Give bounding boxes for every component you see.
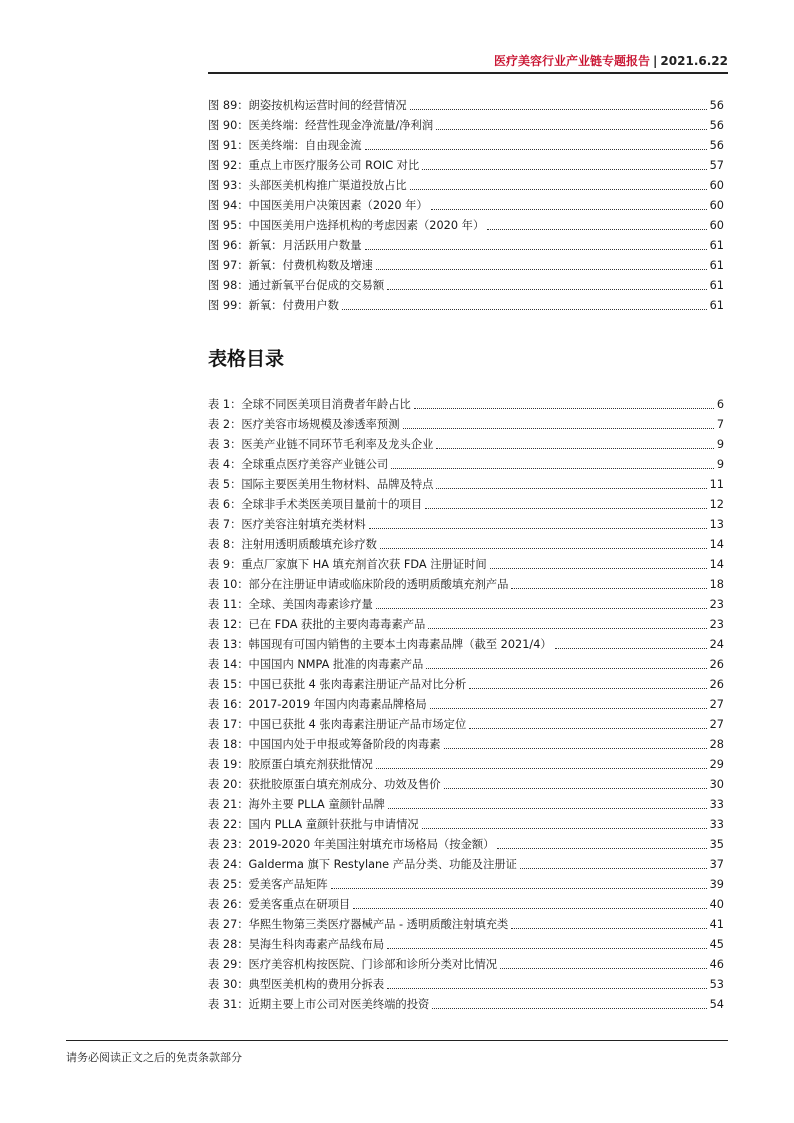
report-header bbox=[208, 52, 728, 69]
figure-entry-label: 图 96：新氧：月活跃用户数量 bbox=[208, 239, 362, 252]
figure-toc-entry[interactable] bbox=[208, 156, 724, 176]
dot-leader bbox=[387, 947, 707, 949]
table-entry-page-number: 40 bbox=[709, 898, 724, 911]
table-entry-page-number: 53 bbox=[709, 978, 724, 991]
dot-leader bbox=[353, 907, 706, 909]
dot-leader bbox=[487, 228, 706, 230]
figure-toc-entry[interactable] bbox=[208, 116, 724, 136]
dot-leader bbox=[376, 607, 707, 609]
table-entry-label: 表 25：爱美客产品矩阵 bbox=[208, 878, 328, 891]
figure-entry-page-number: 60 bbox=[709, 219, 724, 232]
dot-leader bbox=[431, 208, 707, 210]
table-entry-label: 表 31：近期主要上市公司对医美终端的投资 bbox=[208, 998, 430, 1011]
figure-entry-page-number: 56 bbox=[709, 99, 724, 112]
table-toc-entry[interactable] bbox=[208, 895, 724, 915]
table-entry-page-number: 7 bbox=[716, 418, 724, 431]
table-entry-page-number: 27 bbox=[709, 718, 724, 731]
dot-leader bbox=[365, 248, 707, 250]
figure-entry-page-number: 61 bbox=[709, 259, 724, 272]
table-entry-label: 表 15：中国已获批 4 张肉毒素注册证产品对比分析 bbox=[208, 678, 467, 691]
figure-entry-page-number: 56 bbox=[709, 139, 724, 152]
dot-leader bbox=[376, 268, 707, 270]
table-entry-label: 表 27：华熙生物第三类医疗器械产品 - 透明质酸注射填充类 bbox=[208, 918, 509, 931]
table-entry-page-number: 33 bbox=[709, 818, 724, 831]
table-entry-label: 表 11：全球、美国肉毒素诊疗量 bbox=[208, 598, 373, 611]
figure-toc-entry[interactable] bbox=[208, 96, 724, 116]
table-entry-page-number: 9 bbox=[716, 458, 724, 471]
dot-leader bbox=[555, 647, 707, 649]
table-entry-page-number: 23 bbox=[709, 618, 724, 631]
table-toc-entry[interactable] bbox=[208, 735, 724, 755]
figure-toc-entry[interactable] bbox=[208, 216, 724, 236]
table-entry-page-number: 24 bbox=[709, 638, 724, 651]
dot-leader bbox=[436, 487, 706, 489]
dot-leader bbox=[410, 108, 707, 110]
dot-leader bbox=[422, 168, 706, 170]
figure-entry-page-number: 61 bbox=[709, 239, 724, 252]
table-entry-page-number: 33 bbox=[709, 798, 724, 811]
figure-entry-label: 图 98：通过新氧平台促成的交易额 bbox=[208, 279, 385, 292]
table-entry-label: 表 26：爱美客重点在研项目 bbox=[208, 898, 351, 911]
figure-entry-page-number: 56 bbox=[709, 119, 724, 132]
dot-leader bbox=[387, 987, 707, 989]
figure-list bbox=[208, 96, 724, 316]
table-entry-label: 表 10：部分在注册证申请或临床阶段的透明质酸填充剂产品 bbox=[208, 578, 509, 591]
table-entry-label: 表 1：全球不同医美项目消费者年龄占比 bbox=[208, 398, 411, 411]
table-toc-entry[interactable] bbox=[208, 455, 724, 475]
table-toc-entry[interactable] bbox=[208, 915, 724, 935]
table-entry-label: 表 29：医疗美容机构按医院、门诊部和诊所分类对比情况 bbox=[208, 958, 498, 971]
table-entry-label: 表 18：中国国内处于申报或筹备阶段的肉毒素 bbox=[208, 738, 441, 751]
table-entry-page-number: 30 bbox=[709, 778, 724, 791]
figure-toc-entry[interactable] bbox=[208, 296, 724, 316]
dot-leader bbox=[422, 827, 707, 829]
figure-toc-entry[interactable] bbox=[208, 236, 724, 256]
table-toc-entry[interactable] bbox=[208, 835, 724, 855]
figure-entry-page-number: 57 bbox=[709, 159, 724, 172]
table-toc-entry[interactable] bbox=[208, 695, 724, 715]
table-entry-label: 表 16：2017-2019 年国内肉毒素品牌格局 bbox=[208, 698, 427, 711]
dot-leader bbox=[342, 308, 707, 310]
figure-entry-label: 图 89：朗姿按机构运营时间的经营情况 bbox=[208, 99, 407, 112]
tables-section-title: 表格目录 bbox=[208, 348, 285, 370]
figure-entry-page-number: 61 bbox=[709, 279, 724, 292]
header-rule bbox=[208, 72, 728, 74]
dot-leader bbox=[410, 188, 707, 190]
table-toc-entry[interactable] bbox=[208, 435, 724, 455]
table-toc-entry[interactable] bbox=[208, 515, 724, 535]
table-toc-entry[interactable] bbox=[208, 595, 724, 615]
dot-leader bbox=[388, 807, 707, 809]
table-entry-page-number: 11 bbox=[709, 478, 724, 491]
table-toc-entry[interactable] bbox=[208, 795, 724, 815]
dot-leader bbox=[500, 967, 707, 969]
footer-rule bbox=[66, 1040, 728, 1041]
dot-leader bbox=[380, 547, 707, 549]
dot-leader bbox=[469, 687, 706, 689]
dot-leader bbox=[403, 427, 714, 429]
dot-leader bbox=[432, 1007, 706, 1009]
dot-leader bbox=[376, 767, 707, 769]
dot-leader bbox=[391, 467, 714, 469]
table-entry-label: 表 8：注射用透明质酸填充诊疗数 bbox=[208, 538, 377, 551]
figure-toc-entry[interactable] bbox=[208, 196, 724, 216]
table-entry-label: 表 7：医疗美容注射填充类材料 bbox=[208, 518, 366, 531]
table-toc-entry[interactable] bbox=[208, 755, 724, 775]
dot-leader bbox=[365, 148, 707, 150]
table-entry-label: 表 5：国际主要医美用生物材料、品牌及特点 bbox=[208, 478, 434, 491]
table-toc-entry[interactable] bbox=[208, 635, 724, 655]
dot-leader bbox=[436, 447, 713, 449]
table-toc-entry[interactable] bbox=[208, 935, 724, 955]
table-toc-entry[interactable] bbox=[208, 975, 724, 995]
table-toc-entry[interactable] bbox=[208, 995, 724, 1015]
figure-entry-label: 图 91：医美终端：自由现金流 bbox=[208, 139, 362, 152]
table-entry-page-number: 26 bbox=[709, 678, 724, 691]
dot-leader bbox=[511, 587, 706, 589]
table-entry-label: 表 22：国内 PLLA 童颜针获批与申请情况 bbox=[208, 818, 419, 831]
table-toc-entry[interactable] bbox=[208, 815, 724, 835]
table-entry-page-number: 14 bbox=[709, 538, 724, 551]
table-entry-page-number: 45 bbox=[709, 938, 724, 951]
dot-leader bbox=[444, 787, 707, 789]
table-entry-page-number: 54 bbox=[709, 998, 724, 1011]
dot-leader bbox=[497, 847, 706, 849]
table-entry-page-number: 41 bbox=[709, 918, 724, 931]
table-toc-entry[interactable] bbox=[208, 575, 724, 595]
table-entry-page-number: 39 bbox=[709, 878, 724, 891]
dot-leader bbox=[387, 288, 707, 290]
dot-leader bbox=[469, 727, 706, 729]
table-entry-page-number: 14 bbox=[709, 558, 724, 571]
table-toc-entry[interactable] bbox=[208, 875, 724, 895]
table-entry-label: 表 6：全球非手术类医美项目量前十的项目 bbox=[208, 498, 423, 511]
dot-leader bbox=[436, 128, 707, 130]
table-entry-label: 表 13：韩国现有可国内销售的主要本土肉毒素品牌（截至 2021/4） bbox=[208, 638, 552, 651]
table-toc-entry[interactable] bbox=[208, 715, 724, 735]
header-separator: | bbox=[653, 54, 658, 68]
table-entry-page-number: 13 bbox=[709, 518, 724, 531]
table-entry-label: 表 30：典型医美机构的费用分拆表 bbox=[208, 978, 385, 991]
dot-leader bbox=[490, 567, 707, 569]
table-toc-entry[interactable] bbox=[208, 775, 724, 795]
dot-leader bbox=[425, 507, 707, 509]
figure-toc-entry[interactable] bbox=[208, 276, 724, 296]
footer-disclaimer: 请务必阅读正文之后的免责条款部分 bbox=[66, 1051, 242, 1064]
table-entry-label: 表 17：中国已获批 4 张肉毒素注册证产品市场定位 bbox=[208, 718, 467, 731]
table-entry-label: 表 2：医疗美容市场规模及渗透率预测 bbox=[208, 418, 400, 431]
figure-entry-label: 图 97：新氧：付费机构数及增速 bbox=[208, 259, 373, 272]
table-toc-entry[interactable] bbox=[208, 855, 724, 875]
table-entry-page-number: 35 bbox=[709, 838, 724, 851]
table-entry-label: 表 24：Galderma 旗下 Restylane 产品分类、功能及注册证 bbox=[208, 858, 517, 871]
table-entry-label: 表 12：已在 FDA 获批的主要肉毒毒素产品 bbox=[208, 618, 426, 631]
table-entry-page-number: 46 bbox=[709, 958, 724, 971]
table-entry-label: 表 20：获批胶原蛋白填充剂成分、功效及售价 bbox=[208, 778, 441, 791]
table-entry-label: 表 23：2019-2020 年美国注射填充市场格局（按金额） bbox=[208, 838, 495, 851]
dot-leader bbox=[331, 887, 707, 889]
table-toc-entry[interactable] bbox=[208, 475, 724, 495]
dot-leader bbox=[414, 407, 714, 409]
table-toc-entry[interactable] bbox=[208, 495, 724, 515]
table-entry-page-number: 26 bbox=[709, 658, 724, 671]
figure-toc-entry[interactable] bbox=[208, 256, 724, 276]
table-toc-entry[interactable] bbox=[208, 555, 724, 575]
figure-entry-label: 图 94：中国医美用户决策因素（2020 年） bbox=[208, 199, 428, 212]
dot-leader bbox=[428, 627, 706, 629]
table-entry-label: 表 9：重点厂家旗下 HA 填充剂首次获 FDA 注册证时间 bbox=[208, 558, 487, 571]
figure-entry-label: 图 93：头部医美机构推广渠道投放占比 bbox=[208, 179, 407, 192]
table-toc-entry[interactable] bbox=[208, 615, 724, 635]
dot-leader bbox=[520, 867, 707, 869]
table-entry-label: 表 28：昊海生科肉毒素产品线布局 bbox=[208, 938, 385, 951]
table-entry-page-number: 27 bbox=[709, 698, 724, 711]
table-entry-label: 表 19：胶原蛋白填充剂获批情况 bbox=[208, 758, 373, 771]
table-entry-page-number: 29 bbox=[709, 758, 724, 771]
figure-toc-entry[interactable] bbox=[208, 176, 724, 196]
dot-leader bbox=[426, 667, 706, 669]
figure-entry-label: 图 92：重点上市医疗服务公司 ROIC 对比 bbox=[208, 159, 420, 172]
table-entry-page-number: 12 bbox=[709, 498, 724, 511]
table-entry-page-number: 18 bbox=[709, 578, 724, 591]
figure-entry-page-number: 61 bbox=[709, 299, 724, 312]
table-entry-page-number: 9 bbox=[716, 438, 724, 451]
table-toc-entry[interactable] bbox=[208, 955, 724, 975]
table-entry-page-number: 28 bbox=[709, 738, 724, 751]
table-toc-entry[interactable] bbox=[208, 675, 724, 695]
table-entry-label: 表 4：全球重点医疗美容产业链公司 bbox=[208, 458, 389, 471]
table-toc-entry[interactable] bbox=[208, 655, 724, 675]
figure-toc-entry[interactable] bbox=[208, 136, 724, 156]
dot-leader bbox=[444, 747, 707, 749]
report-title: 医疗美容行业产业链专题报告 bbox=[494, 54, 651, 68]
table-entry-page-number: 23 bbox=[709, 598, 724, 611]
figure-entry-label: 图 99：新氧：付费用户数 bbox=[208, 299, 339, 312]
report-date: 2021.6.22 bbox=[660, 54, 728, 68]
table-list bbox=[208, 395, 724, 1015]
table-toc-entry[interactable] bbox=[208, 395, 724, 415]
figure-entry-label: 图 95：中国医美用户选择机构的考虑因素（2020 年） bbox=[208, 219, 485, 232]
table-entry-label: 表 3：医美产业链不同环节毛利率及龙头企业 bbox=[208, 438, 434, 451]
figure-entry-page-number: 60 bbox=[709, 199, 724, 212]
dot-leader bbox=[430, 707, 707, 709]
dot-leader bbox=[369, 527, 707, 529]
table-entry-label: 表 14：中国国内 NMPA 批准的肉毒素产品 bbox=[208, 658, 424, 671]
table-entry-page-number: 6 bbox=[716, 398, 724, 411]
figure-entry-page-number: 60 bbox=[709, 179, 724, 192]
dot-leader bbox=[511, 927, 706, 929]
table-entry-page-number: 37 bbox=[709, 858, 724, 871]
table-entry-label: 表 21：海外主要 PLLA 童颜针品牌 bbox=[208, 798, 385, 811]
figure-entry-label: 图 90：医美终端：经营性现金净流量/净利润 bbox=[208, 119, 434, 132]
table-toc-entry[interactable] bbox=[208, 415, 724, 435]
table-toc-entry[interactable] bbox=[208, 535, 724, 555]
